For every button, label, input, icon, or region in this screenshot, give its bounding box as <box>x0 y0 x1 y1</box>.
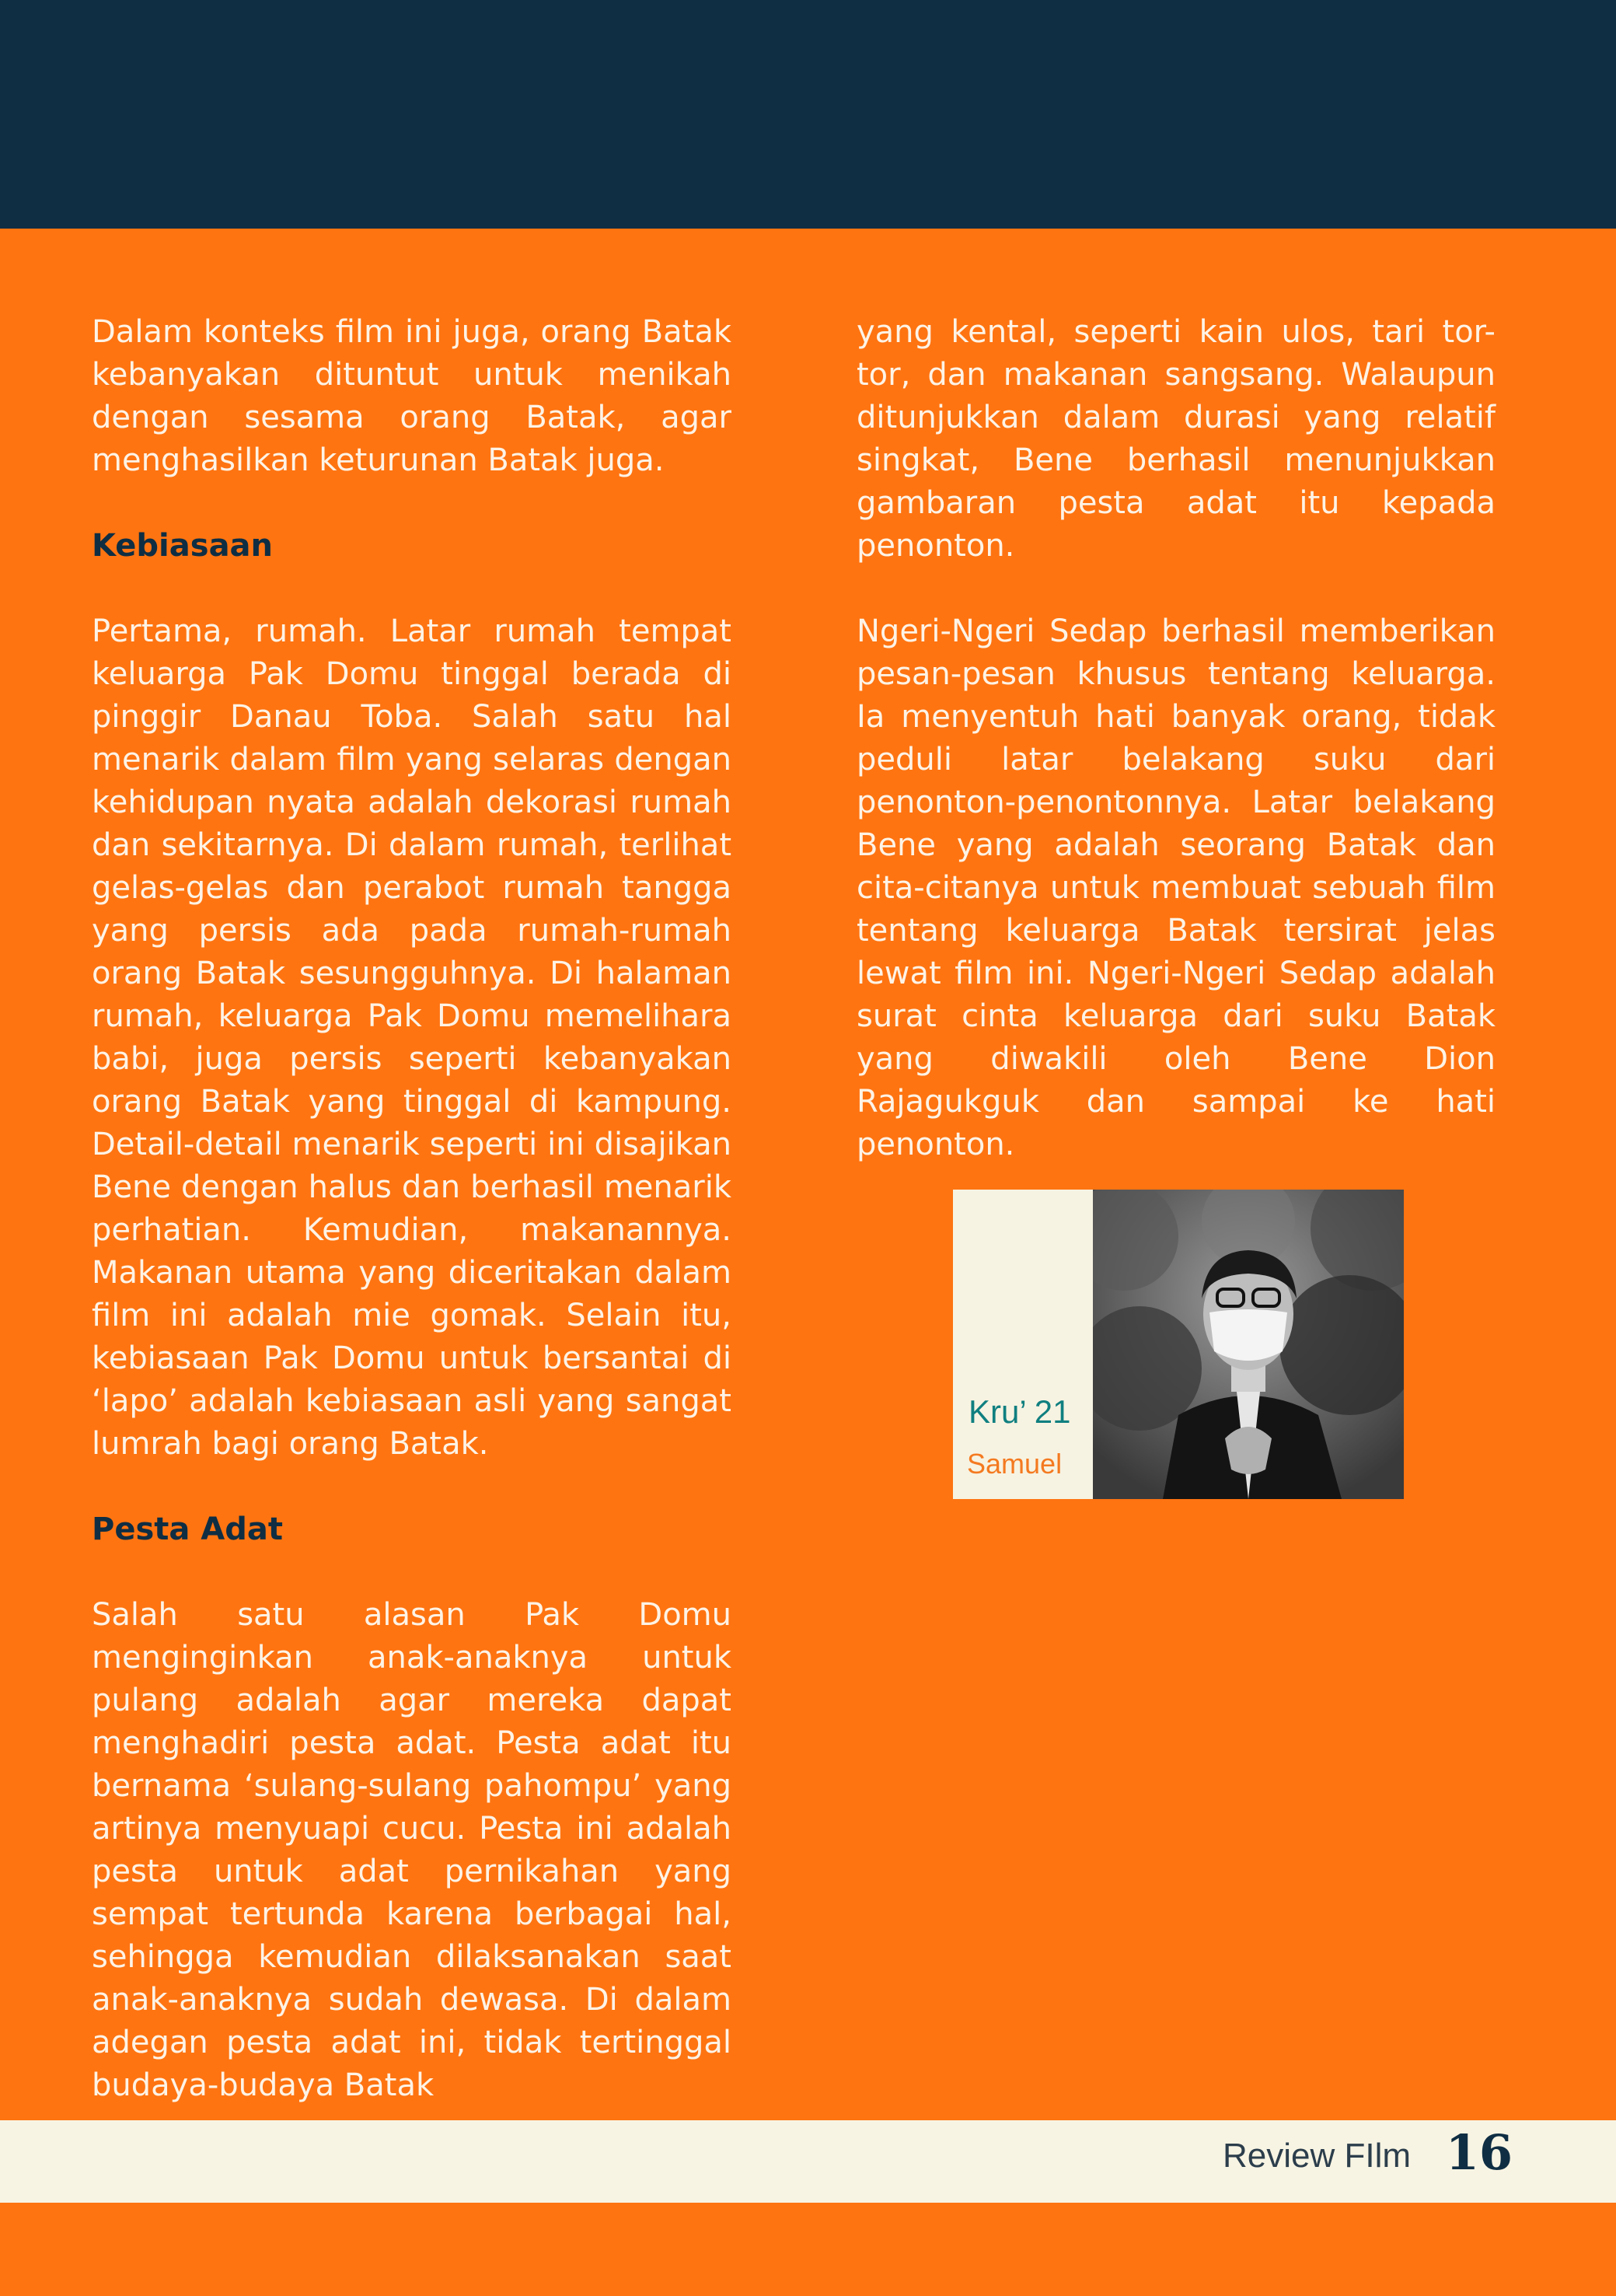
header-band <box>0 0 1616 229</box>
heading-pesta-adat: Pesta Adat <box>92 1511 283 1547</box>
page-number: 16 <box>1445 2124 1513 2181</box>
left-column <box>92 311 731 2150</box>
paragraph-kebiasaan: Pertama, rumah. Latar rumah tempat keluarga Pak Domu tinggal berada di pinggir Danau Toba. Salah satu hal menarik dalam film yang selaras dengan kehidupan nyata adalah dekorasi rumah dan sekitarnya. Di dalam rumah, terlihat gelas-gelas dan perabot rumah tangga yang persis ada pada rumah-rumah orang Batak sesungguhnya. Di halaman rumah, keluarga Pak Domu memelihara babi, juga persis seperti kebanyakan orang Batak yang tinggal di kampung. Detail-detail menarik seperti ini disajikan Bene dengan halus dan berhasil menarik perhatian. Kemudian, makanannya. Makanan utama yang diceritakan dalam film ini adalah mie gomak. Selain itu, kebiasaan Pak Domu untuk bersantai di ‘lapo’ adalah kebiasaan asli yang sangat lumrah bagi orang Batak. <box>92 613 731 1462</box>
right-column <box>857 311 1496 1209</box>
crew-name: Samuel <box>967 1448 1063 1480</box>
paragraph-intro: Dalam konteks film ini juga, orang Batak kebanyakan dituntut untuk menikah dengan sesama orang Batak, agar menghasilkan keturunan Batak juga. <box>92 314 731 478</box>
paragraph-conclusion: Ngeri-Ngeri Sedap berhasil memberikan pesan-pesan khusus tentang keluarga. Ia menyentuh hati banyak orang, tidak peduli latar belakang suku dari penonton-penontonnya. Latar belakang Bene yang adalah seorang Batak dan cita-citanya untuk membuat sebuah film tentang keluarga Batak tersirat jelas lewat film ini. Ngeri-Ngeri Sedap adalah surat cinta keluarga dari suku Batak yang diwakili oleh Bene Dion Rajagukguk dan sampai ke hati penonton. <box>857 613 1496 1162</box>
heading-kebiasaan: Kebiasaan <box>92 528 274 564</box>
crew-photo <box>1093 1190 1404 1499</box>
crew-label: Kru’ 21 <box>969 1393 1071 1430</box>
crew-label-panel <box>953 1190 1093 1499</box>
paragraph-continued: yang kental, seperti kain ulos, tari tor-tor, dan makanan sangsang. Walaupun ditunjukkan dalam durasi yang relatif singkat, Bene berhasil menunjukkan gambaran pesta adat itu kepada penonton. <box>857 314 1496 564</box>
section-label: Review FIlm <box>1222 2137 1411 2175</box>
crew-card <box>953 1190 1404 1499</box>
paragraph-pesta-adat: Salah satu alasan Pak Domu menginginkan anak-anaknya untuk pulang adalah agar mereka dapat menghadiri pesta adat. Pesta adat itu bernama ‘sulang-sulang pahompu’ yang artinya menyuapi cucu. Pesta ini adalah pesta untuk adat pernikahan yang sempat tertunda karena berbagai hal, sehingga kemudian dilaksanakan saat anak-anaknya sudah dewasa. Di dalam adegan pesta adat ini, tidak tertinggal budaya-budaya Batak <box>92 1597 731 2103</box>
